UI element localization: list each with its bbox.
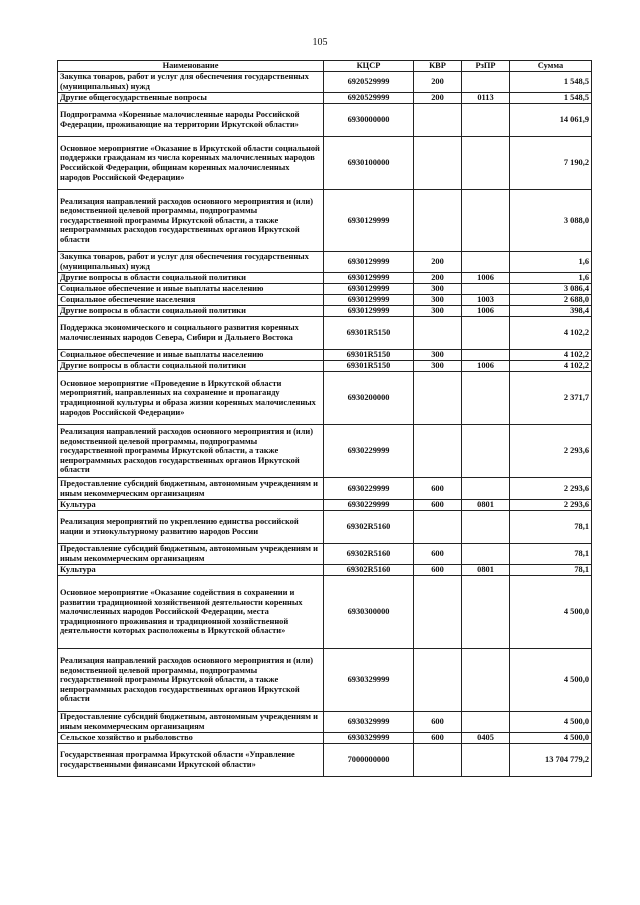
cell-kcsr: 69301R5150 [324, 350, 414, 361]
cell-name: Основное мероприятие «Проведение в Иркутской области мероприятий, направленных на сохранение и пропаганду традиционной культуры и образа жизни коренных малочисленных народов Российской Федерации» [58, 372, 324, 425]
table-row [58, 306, 592, 317]
cell-kcsr: 6930329999 [324, 712, 414, 733]
cell-kvr: 300 [414, 284, 462, 295]
cell-name: Предоставление субсидий бюджетным, автономным учреждениям и иным некоммерческим организациям [58, 712, 324, 733]
cell-name: Другие вопросы в области социальной политики [58, 306, 324, 317]
cell-kcsr: 6930129999 [324, 252, 414, 273]
cell-kvr [414, 744, 462, 777]
cell-sum: 78,1 [510, 544, 592, 565]
cell-kvr [414, 317, 462, 350]
table-row [58, 478, 592, 500]
cell-kvr [414, 576, 462, 649]
cell-rzpr [462, 712, 510, 733]
cell-sum: 2 371,7 [510, 372, 592, 425]
cell-kvr [414, 190, 462, 252]
cell-rzpr: 1006 [462, 306, 510, 317]
cell-name: Предоставление субсидий бюджетным, автономным учреждениям и иным некоммерческим организациям [58, 478, 324, 500]
cell-rzpr [462, 350, 510, 361]
cell-rzpr [462, 284, 510, 295]
table-row [58, 511, 592, 544]
table-row [58, 93, 592, 104]
cell-rzpr: 0801 [462, 565, 510, 576]
cell-kcsr: 6930300000 [324, 576, 414, 649]
cell-sum: 1,6 [510, 252, 592, 273]
page-number: 105 [312, 37, 328, 48]
table-row [58, 744, 592, 777]
cell-kcsr: 6920529999 [324, 93, 414, 104]
cell-name: Закупка товаров, работ и услуг для обеспечения государственных (муниципальных) нужд [58, 252, 324, 273]
cell-rzpr [462, 190, 510, 252]
cell-rzpr: 0405 [462, 733, 510, 744]
cell-kvr [414, 511, 462, 544]
cell-sum: 3 088,0 [510, 190, 592, 252]
cell-name: Социальное обеспечение и иные выплаты населению [58, 350, 324, 361]
cell-kvr: 600 [414, 712, 462, 733]
cell-kcsr: 69302R5160 [324, 565, 414, 576]
cell-kcsr: 6930129999 [324, 273, 414, 284]
cell-rzpr: 1003 [462, 295, 510, 306]
table-row [58, 372, 592, 425]
cell-name: Реализация направлений расходов основного мероприятия и (или) ведомственной целевой программы, подпрограммы государственной программы Иркутской области, а также непрограммных расходов государственных органов Иркутской области [58, 425, 324, 478]
cell-sum: 4 500,0 [510, 576, 592, 649]
table-row [58, 72, 592, 93]
cell-kvr: 600 [414, 733, 462, 744]
cell-sum: 78,1 [510, 565, 592, 576]
table-row [58, 284, 592, 295]
cell-kcsr: 69302R5160 [324, 511, 414, 544]
cell-rzpr [462, 511, 510, 544]
cell-name: Социальное обеспечение и иные выплаты населению [58, 284, 324, 295]
cell-rzpr [462, 744, 510, 777]
cell-kcsr: 6930000000 [324, 104, 414, 137]
table-row [58, 500, 592, 511]
cell-name: Социальное обеспечение населения [58, 295, 324, 306]
cell-kcsr: 6930229999 [324, 500, 414, 511]
cell-kvr: 300 [414, 295, 462, 306]
cell-rzpr [462, 104, 510, 137]
cell-kcsr: 6930129999 [324, 306, 414, 317]
cell-rzpr [462, 252, 510, 273]
cell-sum: 1 548,5 [510, 93, 592, 104]
cell-kvr: 200 [414, 93, 462, 104]
cell-sum: 4 500,0 [510, 733, 592, 744]
cell-sum: 398,4 [510, 306, 592, 317]
cell-name: Другие вопросы в области социальной политики [58, 361, 324, 372]
cell-sum: 13 704 779,2 [510, 744, 592, 777]
cell-kcsr: 6930100000 [324, 137, 414, 190]
table-row [58, 425, 592, 478]
cell-rzpr [462, 478, 510, 500]
column-header-sum: Сумма [510, 61, 592, 72]
cell-kcsr: 6930329999 [324, 733, 414, 744]
cell-sum: 4 102,2 [510, 317, 592, 350]
cell-kvr: 200 [414, 273, 462, 284]
cell-name: Поддержка экономического и социального развития коренных малочисленных народов Севера, Сибири и Дальнего Востока [58, 317, 324, 350]
table-row [58, 273, 592, 284]
cell-kvr: 200 [414, 72, 462, 93]
cell-name: Реализация направлений расходов основного мероприятия и (или) ведомственной целевой программы, подпрограммы государственной программы Иркутской области, а также непрограммных расходов государственных органов Иркутской области [58, 649, 324, 712]
table-row [58, 252, 592, 273]
cell-kvr [414, 649, 462, 712]
table-row [58, 137, 592, 190]
cell-sum: 4 500,0 [510, 712, 592, 733]
cell-kcsr: 69301R5150 [324, 317, 414, 350]
cell-kcsr: 69302R5160 [324, 544, 414, 565]
cell-kvr: 300 [414, 306, 462, 317]
table-row [58, 576, 592, 649]
cell-name: Подпрограмма «Коренные малочисленные народы Российской Федерации, проживающие на территории Иркутской области» [58, 104, 324, 137]
cell-sum: 1 548,5 [510, 72, 592, 93]
cell-name: Другие общегосударственные вопросы [58, 93, 324, 104]
cell-rzpr [462, 372, 510, 425]
cell-sum: 3 086,4 [510, 284, 592, 295]
cell-name: Сельское хозяйство и рыболовство [58, 733, 324, 744]
cell-name: Основное мероприятие «Оказание содействия в сохранении и развитии традиционной хозяйственной деятельности коренных малочисленных народов Российской Федерации, места традиционного проживания и традиционной хозяйственной деятельности которых расположены в Иркутской области» [58, 576, 324, 649]
cell-rzpr [462, 425, 510, 478]
cell-kcsr: 6930200000 [324, 372, 414, 425]
cell-rzpr [462, 649, 510, 712]
cell-kcsr: 6930229999 [324, 425, 414, 478]
cell-sum: 14 061,9 [510, 104, 592, 137]
table-row [58, 733, 592, 744]
cell-kvr [414, 372, 462, 425]
cell-name: Другие вопросы в области социальной политики [58, 273, 324, 284]
cell-kcsr: 6920529999 [324, 72, 414, 93]
table-row [58, 361, 592, 372]
cell-rzpr [462, 317, 510, 350]
cell-kcsr: 6930129999 [324, 190, 414, 252]
table-row [58, 317, 592, 350]
cell-sum: 2 293,6 [510, 478, 592, 500]
cell-name: Реализация направлений расходов основного мероприятия и (или) ведомственной целевой программы, подпрограммы государственной программы Иркутской области, а также непрограммных расходов государственных органов Иркутской области [58, 190, 324, 252]
cell-kvr: 300 [414, 361, 462, 372]
cell-sum: 2 293,6 [510, 425, 592, 478]
cell-sum: 4 102,2 [510, 350, 592, 361]
cell-rzpr [462, 137, 510, 190]
cell-kvr [414, 104, 462, 137]
cell-name: Закупка товаров, работ и услуг для обеспечения государственных (муниципальных) нужд [58, 72, 324, 93]
cell-sum: 1,6 [510, 273, 592, 284]
table-header-row [58, 61, 592, 72]
column-header-rzpr: РзПР [462, 61, 510, 72]
table-row [58, 649, 592, 712]
cell-kvr: 600 [414, 544, 462, 565]
cell-sum: 2 293,6 [510, 500, 592, 511]
cell-kvr: 600 [414, 500, 462, 511]
budget-table [57, 60, 592, 777]
table-row [58, 295, 592, 306]
column-header-kvr: КВР [414, 61, 462, 72]
column-header-kcsr: КЦСР [324, 61, 414, 72]
table-row [58, 544, 592, 565]
cell-rzpr [462, 72, 510, 93]
cell-rzpr: 0113 [462, 93, 510, 104]
cell-kcsr: 6930329999 [324, 649, 414, 712]
cell-name: Культура [58, 565, 324, 576]
cell-kcsr: 6930129999 [324, 295, 414, 306]
cell-sum: 7 190,2 [510, 137, 592, 190]
cell-rzpr [462, 576, 510, 649]
table-row [58, 190, 592, 252]
cell-sum: 78,1 [510, 511, 592, 544]
cell-kvr: 200 [414, 252, 462, 273]
cell-kcsr: 7000000000 [324, 744, 414, 777]
cell-rzpr [462, 544, 510, 565]
cell-sum: 2 688,0 [510, 295, 592, 306]
cell-name: Реализация мероприятий по укреплению единства российской нации и этнокультурному развитию народов России [58, 511, 324, 544]
cell-name: Основное мероприятие «Оказание в Иркутской области социальной поддержки гражданам из числа коренных малочисленных народов Российской Федерации, общинам коренных малочисленных народов Российской Федерации» [58, 137, 324, 190]
cell-kvr: 600 [414, 565, 462, 576]
cell-name: Государственная программа Иркутской области «Управление государственными финансами Иркутской области» [58, 744, 324, 777]
cell-kvr [414, 425, 462, 478]
cell-kcsr: 6930229999 [324, 478, 414, 500]
cell-sum: 4 500,0 [510, 649, 592, 712]
cell-kcsr: 69301R5150 [324, 361, 414, 372]
table-row [58, 104, 592, 137]
cell-rzpr: 1006 [462, 273, 510, 284]
table-row [58, 350, 592, 361]
cell-name: Предоставление субсидий бюджетным, автономным учреждениям и иным некоммерческим организациям [58, 544, 324, 565]
cell-kcsr: 6930129999 [324, 284, 414, 295]
cell-kvr [414, 137, 462, 190]
cell-sum: 4 102,2 [510, 361, 592, 372]
cell-kvr: 600 [414, 478, 462, 500]
cell-rzpr: 1006 [462, 361, 510, 372]
table-row [58, 712, 592, 733]
cell-name: Культура [58, 500, 324, 511]
cell-kvr: 300 [414, 350, 462, 361]
cell-rzpr: 0801 [462, 500, 510, 511]
table-row [58, 565, 592, 576]
column-header-name: Наименование [58, 61, 324, 72]
